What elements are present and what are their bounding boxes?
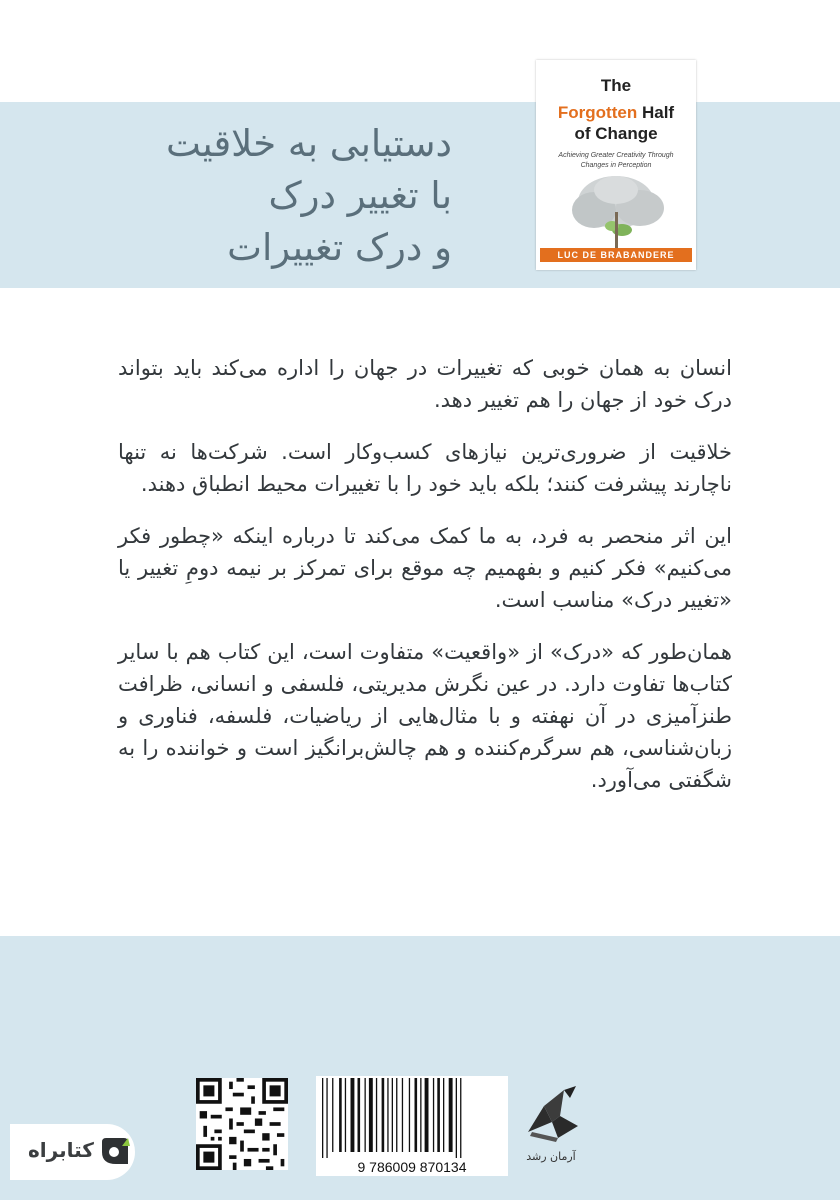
isbn-barcode xyxy=(316,1076,508,1176)
qr-code-graphic xyxy=(196,1078,288,1170)
isbn-number: 9 786009 870134 xyxy=(357,1159,467,1175)
barcode-bar xyxy=(332,1078,333,1152)
blurb-paragraph-3: این اثر منحصر به فرد، به ما کمک می‌کند تا درباره اینکه «چطور فکر می‌کنیم» فکر کنیم و بفهمیم چه موقع برای تمرکز بر نیمه دومِ تغییر یا «تغییر درک» مناسب است. xyxy=(118,524,732,612)
cover-of-change: of Change xyxy=(574,124,658,143)
badge-label: کتابراه xyxy=(28,1138,94,1162)
original-cover-thumbnail xyxy=(536,60,696,270)
barcode-bar xyxy=(449,1078,453,1152)
title-line-1: دستیابی به خلاقیت xyxy=(165,122,452,165)
cover-author: LUC DE BRABANDERE xyxy=(540,248,692,262)
tree-illustration xyxy=(536,172,696,248)
barcode-bar xyxy=(339,1078,342,1152)
blurb xyxy=(118,352,732,816)
barcode-bar xyxy=(433,1078,434,1152)
barcode-bar xyxy=(345,1078,346,1152)
barcode-bar xyxy=(402,1078,403,1152)
barcode-bar xyxy=(369,1078,373,1152)
publisher-logo xyxy=(515,1082,587,1168)
title-line-3: و درک تغییرات xyxy=(227,226,452,269)
barcode-bar xyxy=(415,1078,418,1152)
book-bird-icon xyxy=(518,1082,584,1144)
barcode-bar xyxy=(376,1078,377,1152)
barcode-bar xyxy=(358,1078,361,1152)
ketabrah-logo-icon xyxy=(98,1134,132,1170)
blurb-paragraph-2: خلاقیت از ضروری‌ترین نیازهای کسب‌وکار است. شرکت‌ها نه تنها ناچارند پیشرفت کنند؛ بلکه باید خود را با تغییرات محیط انطباق دهند. xyxy=(118,440,732,496)
barcode-bar xyxy=(443,1078,444,1152)
barcode-bar xyxy=(392,1078,393,1152)
barcode-bar xyxy=(396,1078,397,1152)
barcode-bar xyxy=(322,1078,323,1158)
publisher-name: آرمان رشد xyxy=(526,1150,576,1163)
barcode-bar xyxy=(456,1078,457,1158)
barcode-bar xyxy=(425,1078,429,1152)
barcode-bar xyxy=(351,1078,355,1152)
barcode-bar xyxy=(387,1078,388,1152)
cover-subtitle: Achieving Greater Creativity Through Changes in Perception xyxy=(558,152,674,169)
ketabrah-badge[interactable] xyxy=(10,1124,135,1180)
barcode-bars xyxy=(316,1076,508,1176)
blurb-paragraph-4: همان‌طور که «درک» از «واقعیت» متفاوت است، این کتاب هم با سایر کتاب‌ها تفاوت دارد. در عین نگرش مدیریتی، فلسفی و انسانی، ظرافت طنزآمیزی در آن نهفته و با مثال‌هایی از ریاضیات، فلسفه، فناوری و زبان‌شناسی، هم سرگرم‌کننده و هم چالش‌برانگیز است و خواننده را به شگفتی می‌آورد. xyxy=(118,640,732,792)
barcode-bar xyxy=(437,1078,440,1152)
cover-forgotten: Forgotten xyxy=(557,103,638,122)
back-cover-title xyxy=(32,118,452,274)
cover-title-line xyxy=(536,102,696,123)
cover-the: The xyxy=(600,76,632,95)
cover-half: Half xyxy=(641,103,675,122)
qr-code[interactable] xyxy=(196,1078,288,1170)
barcode-bar xyxy=(365,1078,366,1152)
barcode-bar xyxy=(409,1078,410,1152)
barcode-bar xyxy=(460,1078,461,1158)
barcode-bar xyxy=(420,1078,421,1152)
title-line-2: با تغییر درک xyxy=(268,174,452,217)
blurb-paragraph-1: انسان به همان خوبی که تغییرات در جهان را اداره می‌کند باید بتواند درک خود از جهان را هم تغییر دهد. xyxy=(118,356,732,412)
barcode-bar xyxy=(326,1078,327,1158)
barcode-bar xyxy=(382,1078,385,1152)
